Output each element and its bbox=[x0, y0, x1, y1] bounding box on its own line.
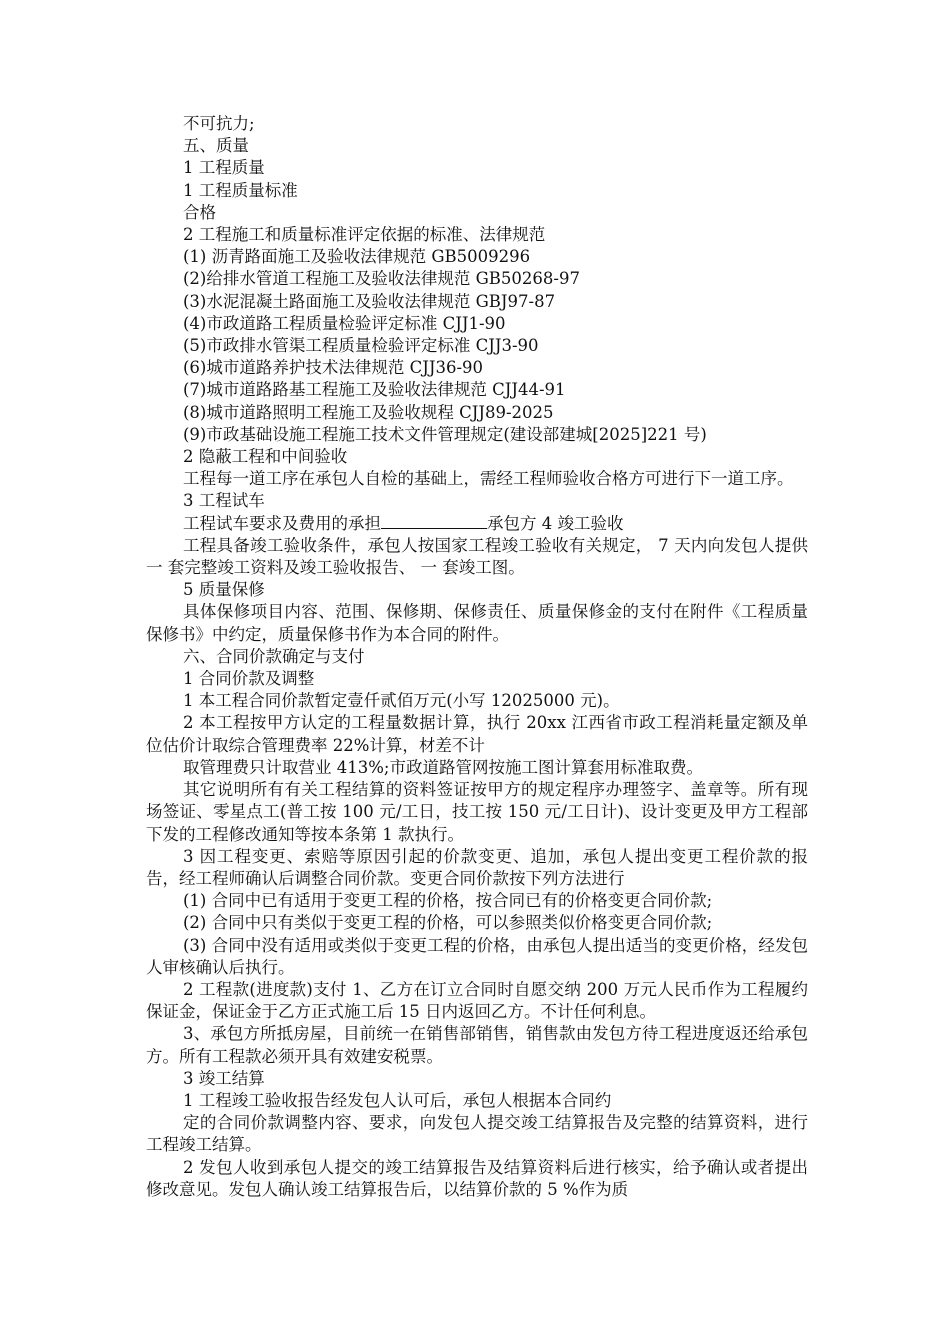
paragraph: 合格 bbox=[183, 202, 216, 222]
subheading: 2 工程施工和质量标准评定依据的标准、法律规范 bbox=[183, 225, 546, 245]
paragraph: 具体保修项目内容、范围、保修期、保修责任、质量保修金的支付在附件《工程质量保修书》中约定，质量保修书作为本合同的附件。 bbox=[146, 602, 808, 644]
trial-run-prefix: 工程试车要求及费用的承担 bbox=[183, 513, 381, 533]
paragraph: 2 发包人收到承包人提交的竣工结算报告及结算资料后进行核实，给予确认或者提出修改意见。发包人确认竣工结算报告后，以结算价款的 5 %作为质 bbox=[146, 1157, 808, 1199]
trial-run-suffix: 承包方 4 竣工验收 bbox=[487, 513, 624, 533]
subheading: 1 合同价款及调整 bbox=[183, 669, 315, 689]
list-item: (2) 合同中只有类似于变更工程的价格，可以参照类似价格变更合同价款; bbox=[183, 913, 713, 933]
list-item: (8)城市道路照明工程施工及验收规程 CJJ89-2025 bbox=[183, 402, 554, 422]
paragraph: 2 本工程按甲方认定的工程量数据计算，执行 20xx 江西省市政工程消耗量定额及单位估价计取综合管理费率 22%计算，材差不计 bbox=[146, 713, 808, 755]
subheading: 3 竣工结算 bbox=[183, 1068, 265, 1088]
section-heading: 六、合同价款确定与支付 bbox=[183, 646, 365, 666]
subheading: 3 工程试车 bbox=[183, 491, 265, 511]
subheading: 5 质量保修 bbox=[183, 580, 265, 600]
list-item: (1) 沥青路面施工及验收法律规范 GB5009296 bbox=[183, 247, 531, 267]
subheading: 1 工程质量 bbox=[183, 158, 265, 178]
list-item: (5)市政排水管渠工程质量检验评定标准 CJJ3-90 bbox=[183, 336, 539, 356]
paragraph: 3 因工程变更、索赔等原因引起的价款变更、追加，承包人提出变更工程价款的报告，经工程师确认后调整合同价款。变更合同价款按下列方法进行 bbox=[146, 846, 808, 888]
paragraph: 定的合同价款调整内容、要求，向发包人提交竣工结算报告及完整的结算资料，进行工程竣工结算。 bbox=[146, 1113, 808, 1155]
list-item: (9)市政基础设施工程施工技术文件管理规定(建设部建城[2025]221 号) bbox=[183, 424, 707, 444]
document-body bbox=[146, 113, 808, 1201]
paragraph: 取管理费只计取营业 413%;市政道路管网按施工图计算套用标准取费。 bbox=[183, 757, 703, 777]
list-item: (3) 合同中没有适用或类似于变更工程的价格，由承包人提出适当的变更价格，经发包人审核确认后执行。 bbox=[146, 935, 808, 977]
list-item: (6)城市道路养护技术法律规范 CJJ36-90 bbox=[183, 358, 484, 378]
list-item: (1) 合同中已有适用于变更工程的价格，按合同已有的价格变更合同价款; bbox=[183, 891, 713, 911]
paragraph: 1 本工程合同价款暂定壹仟贰佰万元(小写 12025000 元)。 bbox=[183, 691, 620, 711]
list-item: (4)市政道路工程质量检验评定标准 CJJ1-90 bbox=[183, 313, 506, 333]
paragraph: 2 工程款(进度款)支付 1、乙方在订立合同时自愿交纳 200 万元人民币作为工程履约保证金，保证金于乙方正式施工后 15 日内返回乙方。不计任何利息。 bbox=[146, 979, 808, 1022]
paragraph: 3、承包方所抵房屋，目前统一在销售部销售，销售款由发包方待工程进度返还给承包方。所有工程款必须开具有效建安税票。 bbox=[146, 1024, 808, 1066]
paragraph: 不可抗力; bbox=[183, 114, 255, 133]
paragraph: 其它说明所有有关工程结算的资料签证按甲方的规定程序办理签字、盖章等。所有现场签证、零星点工(普工按 100 元/工日，技工按 150 元/工日计)、设计变更及甲方工程部下发的工程修改通知等按本条第 1 款执行。 bbox=[146, 780, 808, 844]
subheading: 1 工程质量标准 bbox=[183, 180, 298, 200]
subheading: 2 隐蔽工程和中间验收 bbox=[183, 447, 348, 467]
paragraph: 工程具备竣工验收条件，承包人按国家工程竣工验收有关规定， 7 天内向发包人提供 一 套完整竣工资料及竣工验收报告、 一 套竣工图。 bbox=[146, 535, 808, 578]
list-item: (7)城市道路路基工程施工及验收法律规范 CJJ44-91 bbox=[183, 380, 566, 400]
paragraph: 工程每一道工序在承包人自检的基础上，需经工程师验收合格方可进行下一道工序。 bbox=[183, 469, 794, 489]
paragraph: 1 工程竣工验收报告经发包人认可后，承包人根据本合同约 bbox=[183, 1090, 612, 1110]
trial-run-line bbox=[146, 513, 808, 535]
list-item: (3)水泥混凝土路面施工及验收法律规范 GBJ97-87 bbox=[183, 291, 556, 311]
section-heading: 五、质量 bbox=[183, 136, 249, 156]
list-item: (2)给排水管道工程施工及验收法律规范 GB50268-97 bbox=[183, 269, 580, 289]
blank-underline bbox=[381, 514, 487, 529]
